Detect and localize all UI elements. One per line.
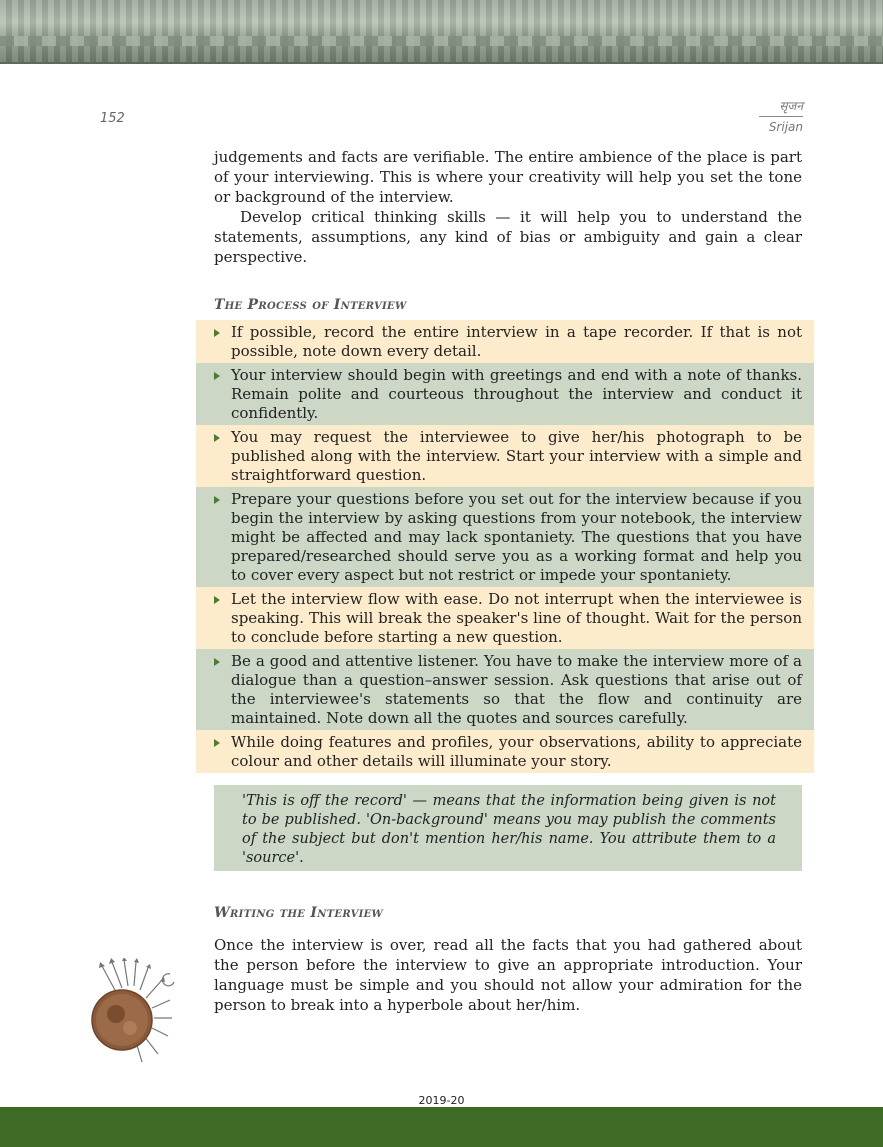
list-item xyxy=(196,649,814,730)
list-item-text: You may request the interviewee to give her/his photograph to be published along with the interview. Start your interview with a simple and straightforward question. xyxy=(231,428,802,484)
off-the-record-note xyxy=(214,785,802,871)
process-bullet-list xyxy=(196,320,814,773)
intro-paragraph-1: judgements and facts are verifiable. The entire ambience of the place is part of your interviewing. This is where your creativity will help you set the tone or background of the interview. xyxy=(214,148,802,206)
bullet-arrow-icon xyxy=(214,739,220,747)
bullet-arrow-icon xyxy=(214,329,220,337)
list-item-text: Prepare your questions before you set out for the interview because if you begin the interview by asking questions from your notebook, the interview might be affected and may lack spontaniety. The questions that you have prepared/researched should serve you as a working format and help you to cover every aspect but not restrict or impede your spontaniety. xyxy=(231,490,802,584)
process-heading: The Process of Interview xyxy=(214,297,407,313)
list-item xyxy=(196,320,814,363)
list-item-text: Be a good and attentive listener. You have to make the interview more of a dialogue than a question–answer session. Ask questions that arise out of the interviewee's statements so that the flow and continuity are maintained. Note down all the quotes and sources carefully. xyxy=(231,652,802,727)
bullet-arrow-icon xyxy=(214,496,220,504)
list-item-text: If possible, record the entire interview in a tape recorder. If that is not possible, note down every detail. xyxy=(231,323,802,360)
writing-text xyxy=(214,935,802,1015)
writing-paragraph: Once the interview is over, read all the facts that you had gathered about the person before the interview to give an appropriate introduction. Your language must be simple and you should not allow your admiration for the person to break into a hyperbole about her/him. xyxy=(214,936,802,1014)
page-number: 152 xyxy=(100,111,125,126)
sun-medallion-icon xyxy=(82,958,182,1068)
list-item xyxy=(196,730,814,773)
note-text: 'This is off the record' — means that the information being given is not to be published. 'On-background' means you may publish the comments of the subject but don't mention her/his name. You attribute them to a 'source'. xyxy=(242,793,776,866)
writing-heading: Writing the Interview xyxy=(214,905,384,921)
decorative-banner xyxy=(0,0,883,64)
list-item-text: While doing features and profiles, your observations, ability to appreciate colour and other details will illuminate your story. xyxy=(231,733,802,770)
list-item-text: Your interview should begin with greetings and end with a note of thanks. Remain polite and courteous throughout the interview and conduct it confidently. xyxy=(231,366,802,422)
running-head-english: Srijan xyxy=(768,120,803,134)
footer-bar xyxy=(0,1107,883,1147)
bullet-arrow-icon xyxy=(214,434,220,442)
bullet-arrow-icon xyxy=(214,596,220,604)
running-head xyxy=(759,95,803,134)
bullet-arrow-icon xyxy=(214,372,220,380)
list-item-text: Let the interview flow with ease. Do not interrupt when the interviewee is speaking. This will break the speaker's line of thought. Wait for the person to conclude before starting a new question. xyxy=(231,590,802,646)
intro-paragraph-2: Develop critical thinking skills — it will help you to understand the statements, assumptions, any kind of bias or ambiguity and gain a clear perspective. xyxy=(214,208,802,266)
list-item xyxy=(196,487,814,587)
list-item xyxy=(196,425,814,487)
banner-carving xyxy=(0,36,883,46)
list-item xyxy=(196,587,814,649)
running-head-hindi: सृजन xyxy=(759,97,803,117)
intro-text xyxy=(214,147,802,267)
banner-edge xyxy=(0,62,883,64)
bullet-arrow-icon xyxy=(214,658,220,666)
footer-year: 2019-20 xyxy=(418,1094,465,1107)
list-item xyxy=(196,363,814,425)
